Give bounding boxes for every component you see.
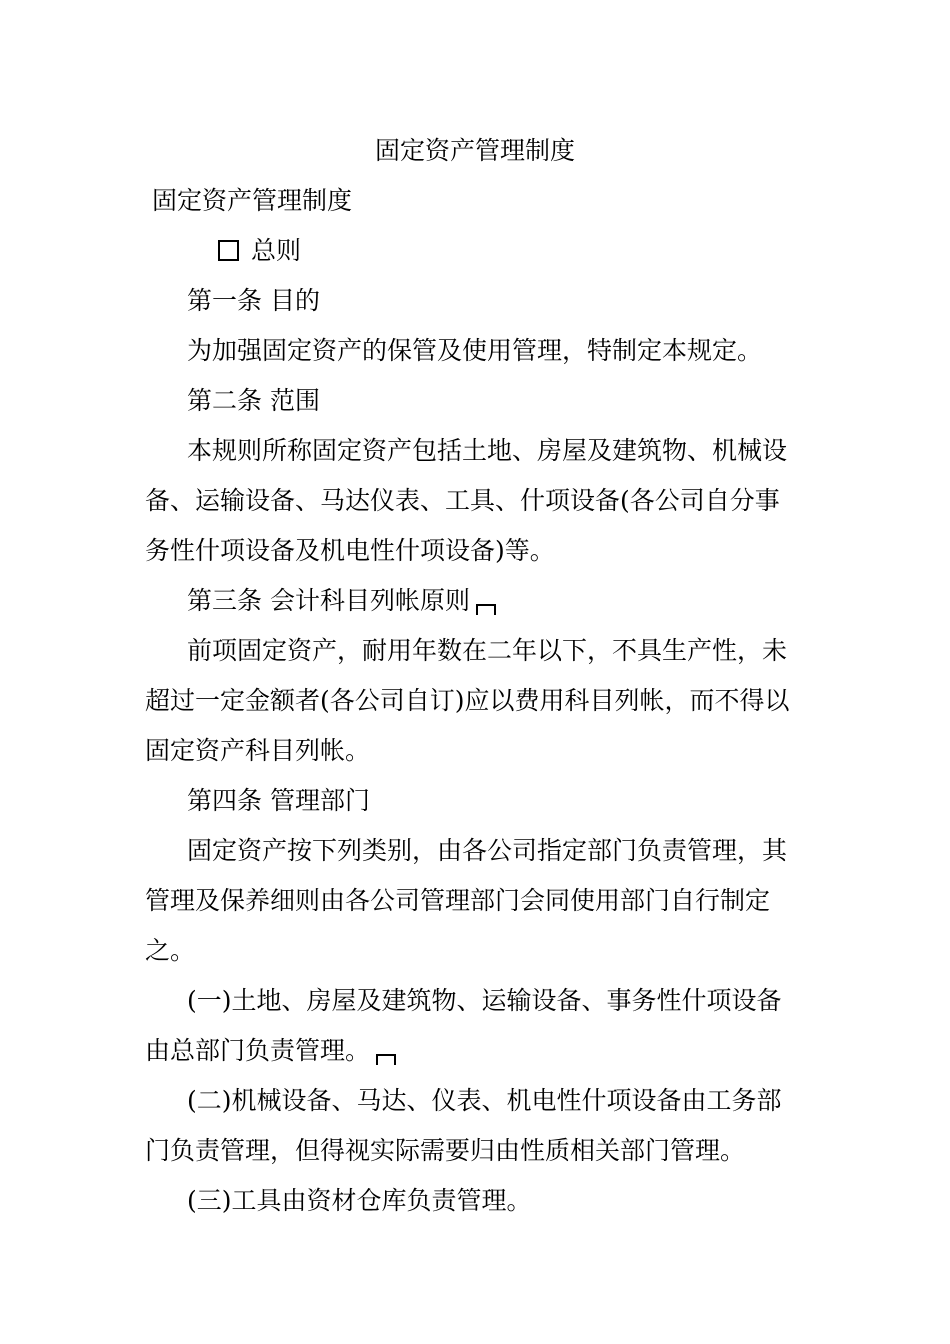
document-subtitle: 固定资产管理制度 [152,186,353,215]
checkbox-square-icon [218,240,239,261]
article-3-heading-text: 第三条 会计科目列帐原则 [187,586,470,615]
document-title: 固定资产管理制度 [374,136,575,165]
item-1-line: (一)土地、房屋及建筑物、运输设备、事务性什项设备 [187,986,782,1015]
bracket-mark-icon [376,1054,396,1065]
section-heading [218,234,301,268]
article-2-body-line: 务性什项设备及机电性什项设备)等。 [145,536,555,565]
article-4-body-line: 管理及保养细则由各公司管理部门会同使用部门自行制定 [145,886,771,915]
article-1-heading: 第一条 目的 [187,286,320,315]
item-1-line-text: 由总部门负责管理。 [145,1036,371,1065]
item-3-line: (三)工具由资材仓库负责管理。 [187,1186,532,1215]
article-4-body-line: 固定资产按下列类别，由各公司指定部门负责管理，其 [187,836,788,865]
article-2-heading: 第二条 范围 [187,386,320,415]
article-3-body-line: 超过一定金额者(各公司自订)应以费用科目列帐，而不得以 [145,686,790,715]
article-3-body-line: 固定资产科目列帐。 [145,736,371,765]
bracket-mark-icon [476,604,496,615]
article-1-body: 为加强固定资产的保管及使用管理，特制定本规定。 [187,336,763,365]
item-2-line: 门负责管理，但得视实际需要归由性质相关部门管理。 [145,1136,746,1165]
item-1-line [145,1034,396,1068]
article-4-body-line: 之。 [145,936,196,965]
article-3-body-line: 前项固定资产，耐用年数在二年以下，不具生产性，未 [187,636,788,665]
article-4-heading: 第四条 管理部门 [187,786,370,815]
article-3-heading [187,584,496,618]
article-2-body-line: 备、运输设备、马达仪表、工具、什项设备(各公司自分事 [145,486,780,515]
section-label: 总则 [251,236,302,265]
article-2-body-line: 本规则所称固定资产包括土地、房屋及建筑物、机械设 [187,436,788,465]
item-2-line: (二)机械设备、马达、仪表、机电性什项设备由工务部 [187,1086,782,1115]
